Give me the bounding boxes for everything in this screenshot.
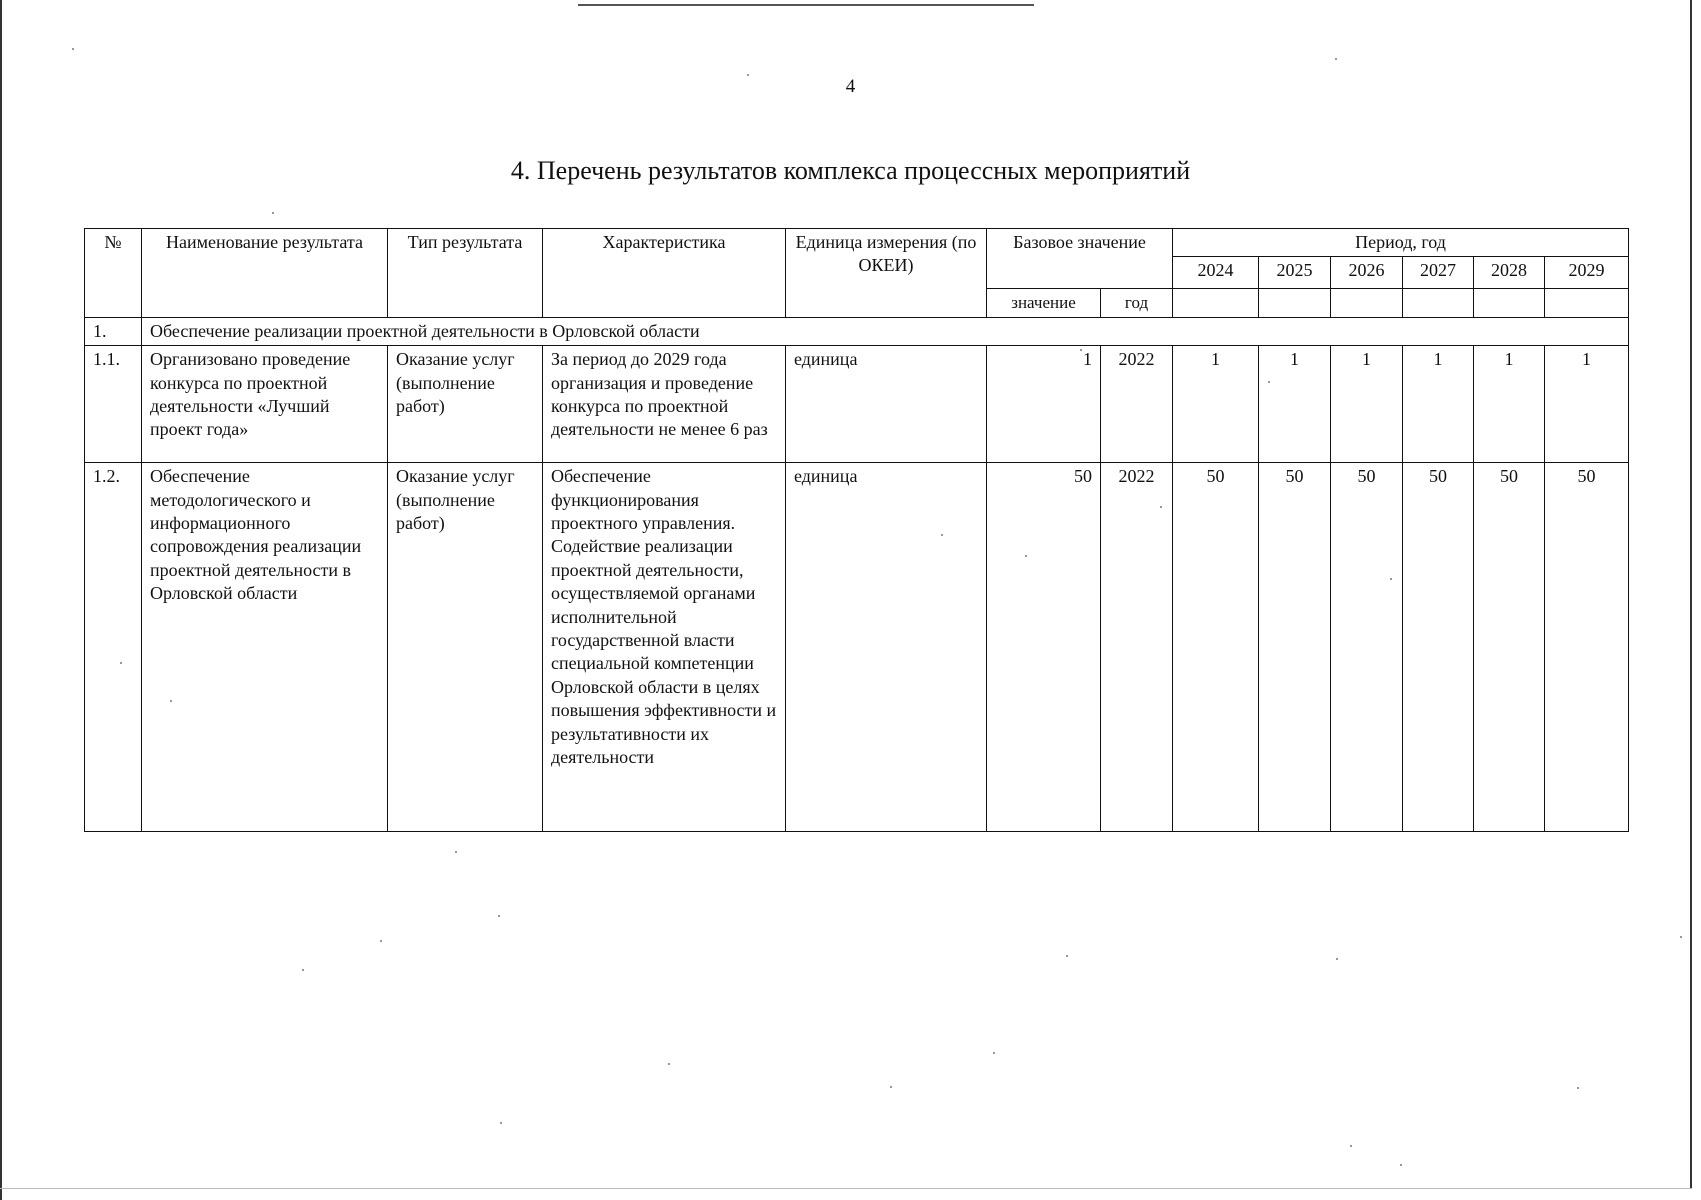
scan-speck — [380, 940, 382, 942]
row-year-value: 1 — [1545, 346, 1629, 463]
row-base-year: 2022 — [1101, 463, 1173, 832]
header-year-subcell — [1403, 289, 1474, 317]
header-year-subcell — [1474, 289, 1545, 317]
row-year-value: 50 — [1545, 463, 1629, 832]
row-year-value: 50 — [1259, 463, 1331, 832]
page-number: 4 — [845, 76, 856, 97]
row-type: Оказание услуг (выполнение работ) — [388, 346, 543, 463]
scan-speck — [498, 915, 500, 917]
scan-speck — [272, 212, 274, 214]
header-year: 2027 — [1403, 257, 1474, 289]
row-year-value: 1 — [1259, 346, 1331, 463]
header-year: 2025 — [1259, 257, 1331, 289]
results-table — [84, 228, 1629, 832]
row-year-value: 50 — [1331, 463, 1403, 832]
scan-speck — [1390, 578, 1392, 580]
header-base-value: значение — [987, 289, 1101, 317]
row-unit: единица — [786, 346, 987, 463]
document-title: 4. Перечень результатов комплекса процессных мероприятий — [510, 156, 1191, 185]
row-base-year: 2022 — [1101, 346, 1173, 463]
row-year-value: 50 — [1173, 463, 1259, 832]
row-year-value: 1 — [1403, 346, 1474, 463]
row-year-value: 1 — [1474, 346, 1545, 463]
header-row — [85, 229, 1629, 257]
header-name: Наименование результата — [142, 229, 388, 318]
scan-speck — [1350, 1145, 1352, 1147]
scan-speck — [941, 534, 943, 536]
row-name: Обеспечение методологического и информационного сопровождения реализации проектной деятельности в Орловской области — [142, 463, 388, 832]
scan-speck — [170, 700, 172, 702]
row-year-value: 1 — [1331, 346, 1403, 463]
row-type: Оказание услуг (выполнение работ) — [388, 463, 543, 832]
scan-speck — [1080, 349, 1082, 351]
scan-speck — [1025, 555, 1027, 557]
scan-speck — [747, 74, 749, 76]
header-base: Базовое значение — [987, 229, 1173, 289]
scan-artifact-top-line — [578, 4, 1034, 6]
row-characteristic: Обеспечение функционирования проектного управления. Содействие реализации проектной деятельности, осуществляемой органами исполнительной государственной власти специальной компетенции Орловской области в целях повышения эффективности и результативности их деятельности — [543, 463, 786, 832]
scan-speck — [1680, 936, 1682, 938]
section-row — [85, 317, 1629, 345]
section-num: 1. — [85, 317, 142, 345]
header-year: 2026 — [1331, 257, 1403, 289]
header-num: № — [85, 229, 142, 318]
row-unit: единица — [786, 463, 987, 832]
header-unit: Единица измерения (по ОКЕИ) — [786, 229, 987, 318]
scan-speck — [1400, 1164, 1402, 1166]
scan-speck — [1268, 381, 1270, 383]
header-year: 2029 — [1545, 257, 1629, 289]
header-year-subcell — [1331, 289, 1403, 317]
scan-speck — [1066, 955, 1068, 957]
row-year-value: 1 — [1173, 346, 1259, 463]
scan-artifact-bottom-edge — [0, 1188, 1692, 1189]
row-base-value: 1 — [987, 346, 1101, 463]
header-base-year: год — [1101, 289, 1173, 317]
scan-speck — [1577, 1087, 1579, 1089]
scan-speck — [1160, 506, 1162, 508]
row-year-value: 50 — [1403, 463, 1474, 832]
scan-speck — [500, 1122, 502, 1124]
scan-speck — [120, 662, 122, 664]
scan-speck — [668, 1063, 670, 1065]
header-year: 2028 — [1474, 257, 1545, 289]
header-year-subcell — [1259, 289, 1331, 317]
header-type: Тип результата — [388, 229, 543, 318]
row-year-value: 50 — [1474, 463, 1545, 832]
table-row — [85, 346, 1629, 463]
section-title: Обеспечение реализации проектной деятельности в Орловской области — [142, 317, 1629, 345]
header-period: Период, год — [1173, 229, 1629, 257]
header-year-subcell — [1545, 289, 1629, 317]
scan-speck — [993, 1052, 995, 1054]
scan-speck — [302, 969, 304, 971]
table-row — [85, 463, 1629, 832]
row-name: Организовано проведение конкурса по проектной деятельности «Лучший проект года» — [142, 346, 388, 463]
header-characteristic: Характеристика — [543, 229, 786, 318]
scan-speck — [72, 48, 74, 50]
scan-speck — [1336, 958, 1338, 960]
row-characteristic: За период до 2029 года организация и проведение конкурса по проектной деятельности не менее 6 раз — [543, 346, 786, 463]
header-year-subcell — [1173, 289, 1259, 317]
scan-speck — [890, 1086, 892, 1088]
scan-speck — [455, 851, 457, 853]
row-num: 1.2. — [85, 463, 142, 832]
row-base-value: 50 — [987, 463, 1101, 832]
header-year: 2024 — [1173, 257, 1259, 289]
scan-speck — [1335, 58, 1337, 60]
row-num: 1.1. — [85, 346, 142, 463]
